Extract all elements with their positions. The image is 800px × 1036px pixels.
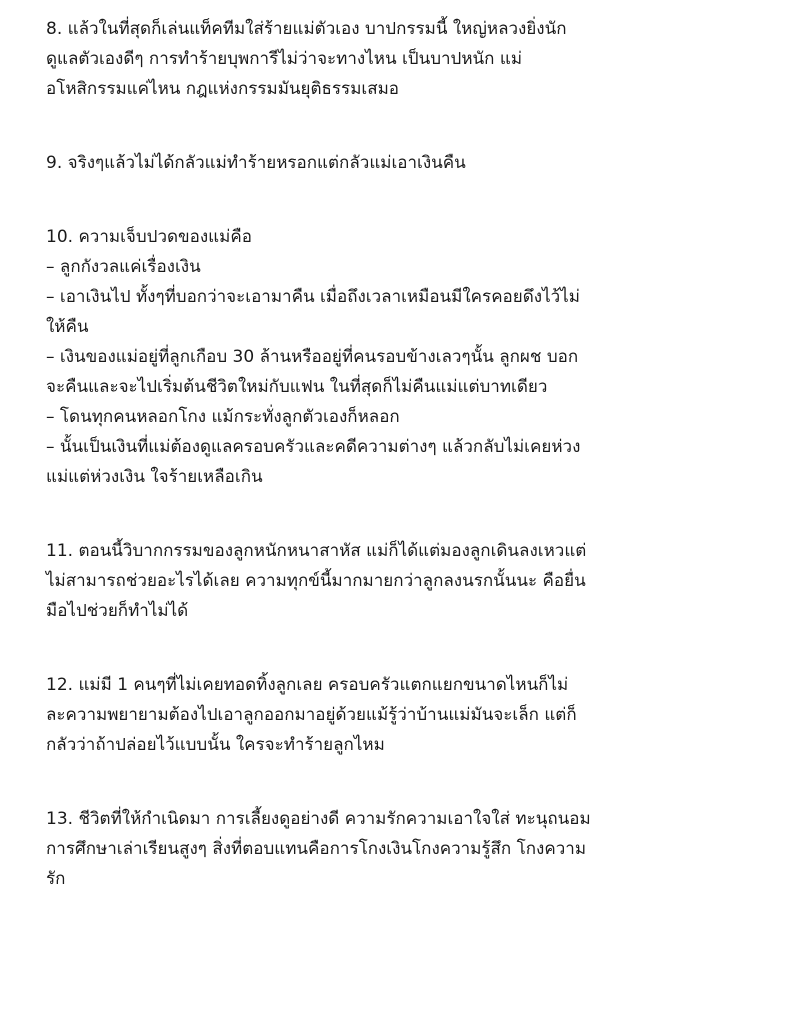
paragraph-line: รัก	[46, 869, 66, 889]
paragraph-line: – โดนทุกคนหลอกโกง แม้กระทั่งลูกตัวเองก็หลอก	[46, 407, 400, 427]
paragraph-line: กลัวว่าถ้าปล่อยไว้แบบนั้น ใครจะทำร้ายลูกไหม	[46, 735, 385, 755]
paragraph-line: 10. ความเจ็บปวดของแม่คือ	[46, 227, 252, 247]
paragraph-12	[46, 670, 770, 760]
paragraph-line: 9. จริงๆแล้วไม่ได้กลัวแม่ทำร้ายหรอกแต่กลัวแม่เอาเงินคืน	[46, 153, 466, 173]
paragraph-10	[46, 222, 770, 492]
paragraph-spacer	[46, 178, 770, 222]
paragraph-line: การศึกษาเล่าเรียนสูงๆ สิ่งที่ตอบแทนคือการโกงเงินโกงความรู้สึก โกงความ	[46, 839, 587, 859]
paragraph-line: – เอาเงินไป ทั้งๆที่บอกว่าจะเอามาคืน เมื่อถึงเวลาเหมือนมีใครคอยดึงไว้ไม่	[46, 287, 580, 307]
paragraph-spacer	[46, 626, 770, 670]
paragraph-line: จะคืนและจะไปเริ่มต้นชีวิตใหม่กับแฟน ในที่สุดก็ไม่คืนแม่แต่บาทเดียว	[46, 377, 548, 397]
paragraph-9	[46, 148, 770, 178]
paragraph-line: 12. แม่มี 1 คนๆที่ไม่เคยทอดทิ้งลูกเลย ครอบครัวแตกแยกขนาดไหนก็ไม่	[46, 675, 569, 695]
paragraph-line: 8. แล้วในที่สุดก็เล่นแท็คทีมใส่ร้ายแม่ตัวเอง บาปกรรมนี้ ใหญ่หลวงยิ่งนัก	[46, 19, 567, 39]
paragraph-line: ดูแลตัวเองดีๆ การทำร้ายบุพการีไม่ว่าจะทางไหน เป็นบาปหนัก แม่	[46, 49, 523, 69]
paragraph-11	[46, 536, 770, 626]
paragraph-spacer	[46, 760, 770, 804]
paragraph-line: ละความพยายามต้องไปเอาลูกออกมาอยู่ด้วยแม้รู้ว่าบ้านแม่มันจะเล็ก แต่ก็	[46, 705, 577, 725]
paragraph-line: 13. ชีวิตที่ให้กำเนิดมา การเลี้ยงดูอย่างดี ความรักความเอาใจใส่ ทะนุถนอม	[46, 809, 591, 829]
paragraph-line: ไม่สามารถช่วยอะไรได้เลย ความทุกข์นี้มากมายกว่าลูกลงนรกนั้นนะ คือยื่น	[46, 571, 586, 591]
paragraph-line: – ลูกกังวลแค่เรื่องเงิน	[46, 257, 201, 277]
paragraph-line: 11. ตอนนี้วิบากกรรมของลูกหนักหนาสาหัส แม่ก็ได้แต่มองลูกเดินลงเหวแต่	[46, 541, 587, 561]
paragraph-13	[46, 804, 770, 894]
paragraph-line: อโหสิกรรมแค่ไหน กฎแห่งกรรมมันยุติธรรมเสมอ	[46, 79, 399, 99]
paragraph-spacer	[46, 104, 770, 148]
paragraph-8	[46, 14, 770, 104]
paragraph-line: แม่แต่ห่วงเงิน ใจร้ายเหลือเกิน	[46, 467, 263, 487]
paragraph-spacer	[46, 492, 770, 536]
paragraph-line: มือไปช่วยก็ทำไม่ได้	[46, 601, 189, 621]
paragraph-line: – เงินของแม่อยู่ที่ลูกเกือบ 30 ล้านหรืออยู่ที่คนรอบข้างเลวๆนั้น ลูกผช บอก	[46, 347, 579, 367]
paragraph-line: – นั้นเป็นเงินที่แม่ต้องดูแลครอบครัวและคดีความต่างๆ แล้วกลับไม่เคยห่วง	[46, 437, 581, 457]
paragraph-line: ให้คืน	[46, 317, 89, 337]
